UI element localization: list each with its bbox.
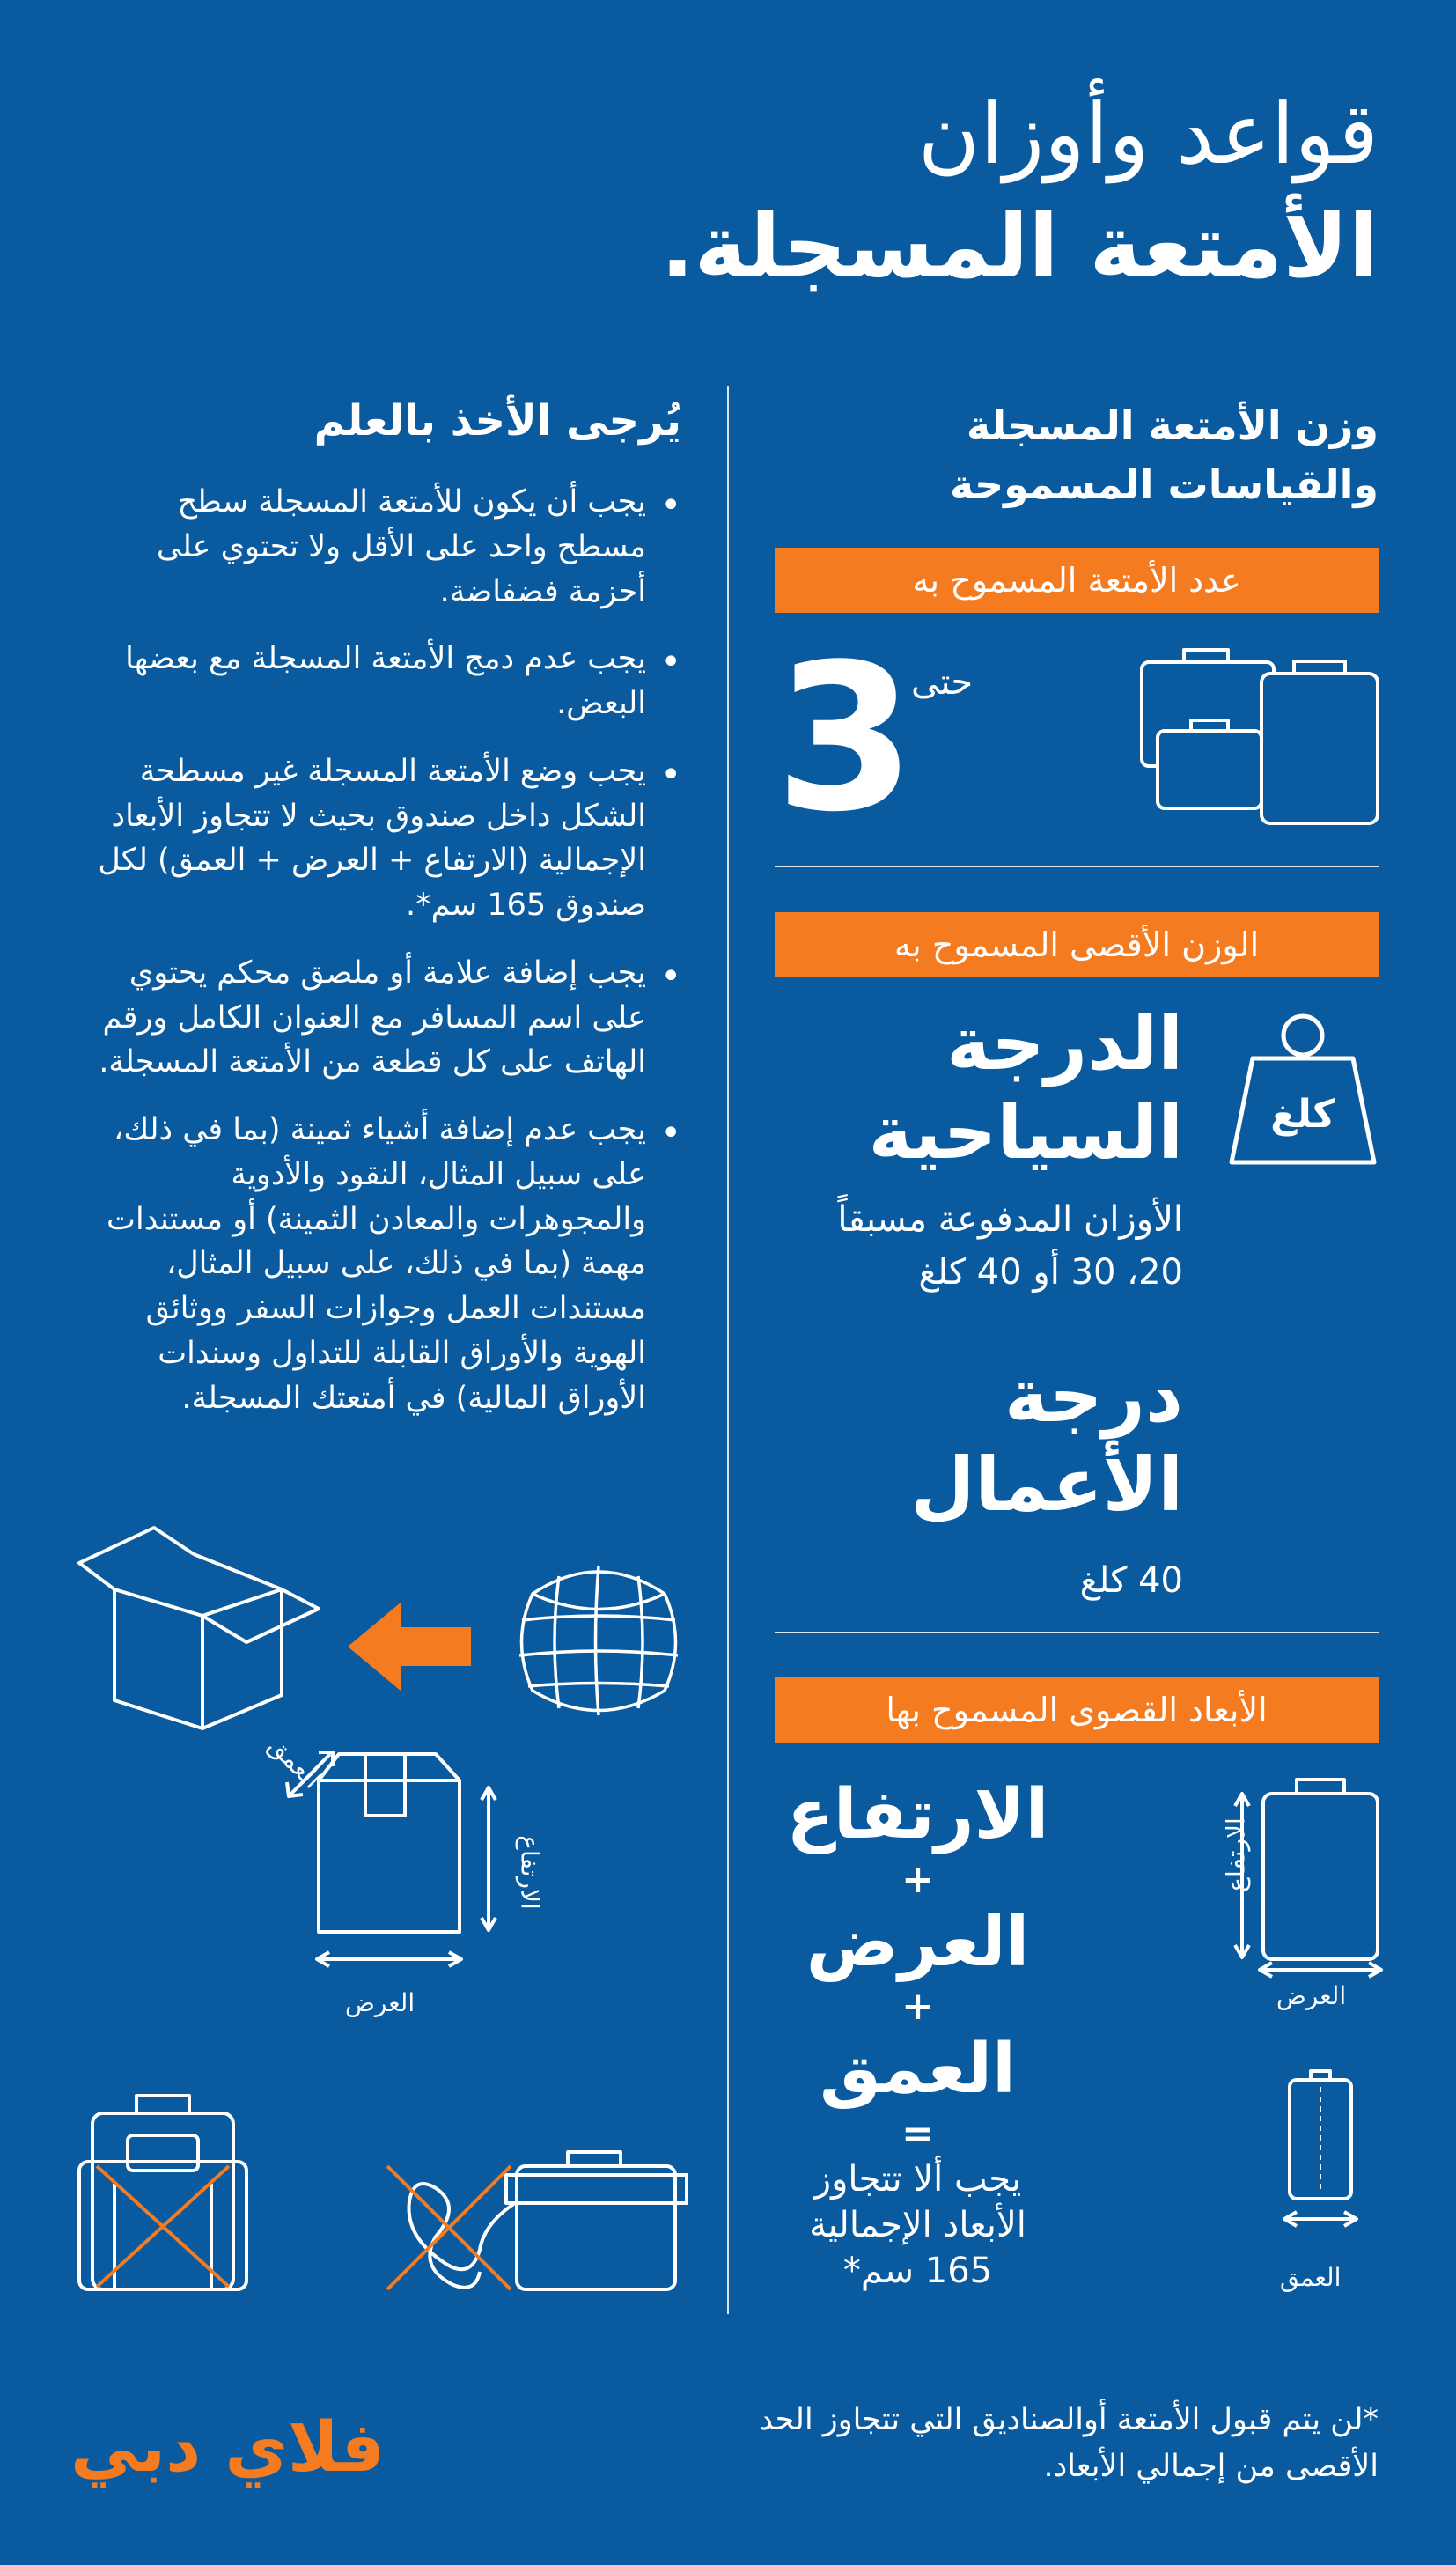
- max-dimensions-band: الأبعاد القصوى المسموح بها: [775, 1677, 1379, 1743]
- dim-result: [766, 2156, 1070, 2294]
- notice-item: • يجب وضع الأمتعة المسجلة غير مسطحة الشكل داخل صندوق بحيث لا تتجاوز الأبعاد الإجمالية (الارتفاع + العرض + العمق) لكل صندوق 165 سم*.: [83, 749, 681, 928]
- business-desc: 40 كلغ: [1079, 1560, 1183, 1601]
- dim-height: الارتفاع: [786, 1775, 1049, 1854]
- box-depth-label: العمق: [262, 1730, 327, 1795]
- dim-result-line-2: الأبعاد الإجمالية: [809, 2204, 1026, 2245]
- section-title-line-1: وزن الأمتعة المسجلة: [966, 402, 1379, 449]
- dim-depth: العمق: [820, 2030, 1016, 2110]
- business-block: [690, 1352, 1183, 1529]
- dim-plus-2: +: [901, 1984, 934, 2030]
- netted-bundle-icon: [515, 1559, 682, 1717]
- open-box-icon: [79, 1528, 326, 1730]
- suitcase-depth-label: العمق: [1280, 2263, 1342, 2292]
- box-height-label: الارتفاع: [515, 1835, 545, 1910]
- business-class-line-2: الأعمال: [910, 1441, 1183, 1528]
- arrow-left-icon: [348, 1603, 471, 1691]
- economy-desc: [690, 1193, 1183, 1299]
- economy-desc-line-1: الأوزان المدفوعة مسبقاً: [837, 1199, 1183, 1240]
- luggage-pieces-icon: [1140, 643, 1382, 828]
- notice-item: • يجب عدم دمج الأمتعة المسجلة مع بعضها البعض.: [83, 637, 681, 726]
- notice-title: يُرجى الأخذ بالعلم: [313, 396, 681, 446]
- economy-block: [690, 999, 1183, 1177]
- dim-result-line-3: 165 سم*: [842, 2250, 993, 2291]
- notice-list: [83, 480, 681, 1443]
- allowed-count-number: 3: [775, 622, 916, 857]
- footnote: *لن يتم قبول الأمتعة أوالصناديق التي تتجاوز الحد الأقصى من إجمالي الأبعاد.: [759, 2402, 1379, 2484]
- page-title-line-1: قواعد وأوزان: [917, 85, 1379, 183]
- suitcase-height-label: الارتفاع: [1221, 1817, 1251, 1892]
- section-divider-2: [775, 1632, 1379, 1633]
- dim-result-line-1: يجب ألا تتجاوز: [813, 2158, 1022, 2200]
- notice-item: • يجب عدم إضافة أشياء ثمينة (بما في ذلك، على سبيل المثال، النقود والأدوية والمجوهرات والمعادن الثمينة) أو مستندات مهمة (بما في ذلك، على سبيل المثال، مستندات العمل وجوازات السفر ووثائق الهوية والأوراق القابلة للتداول وسندات الأوراق المالية) في أمتعتك المسجلة.: [83, 1108, 681, 1420]
- weight-icon-label: كلغ: [1270, 1092, 1335, 1137]
- section-title-line-2: والقياسات المسموحة: [950, 460, 1379, 508]
- economy-desc-line-2: 20، 30 أو 40 كلغ: [918, 1252, 1183, 1293]
- allowed-count-prefix: حتى: [911, 662, 974, 703]
- column-divider: [727, 386, 729, 2314]
- weight-icon: [1228, 1013, 1378, 1167]
- economy-class-line-1: الدرجة: [946, 1000, 1183, 1087]
- brand-logo: فلاي دبي: [70, 2408, 386, 2488]
- dimensions-formula: [766, 1774, 1070, 2294]
- economy-class-line-2: السياحية: [868, 1088, 1183, 1176]
- notice-item: • يجب أن يكون للأمتعة المسجلة سطح مسطح واحد على الأقل ولا تحتوي على أحزمة فضفاضة.: [83, 480, 681, 614]
- suitcase-side-icon: [1281, 2069, 1360, 2237]
- section-divider-1: [775, 866, 1379, 867]
- notice-item: • يجب إضافة علامة أو ملصق محكم يحتوي على اسم المسافر مع العنوان الكامل ورقم الهاتف على كل قطعة من الأمتعة المسجلة.: [83, 951, 681, 1085]
- box-width-label: العرض: [345, 1988, 415, 2017]
- dim-width: العرض: [805, 1902, 1030, 1982]
- loose-strap-prohibited-icon: [383, 2140, 682, 2298]
- dim-equals: =: [901, 2111, 934, 2156]
- dim-plus-1: +: [901, 1856, 934, 1902]
- business-class-line-1: درجة: [1004, 1353, 1183, 1439]
- max-weight-band: الوزن الأقصى المسموح به: [775, 912, 1379, 977]
- combined-luggage-prohibited-icon: [75, 2082, 251, 2294]
- suitcase-front-icon: [1228, 1774, 1386, 1977]
- page-title-line-2: الأمتعة المسجلة.: [660, 195, 1379, 298]
- allowed-count-band: عدد الأمتعة المسموح به: [775, 548, 1379, 613]
- section-title: [771, 396, 1379, 513]
- suitcase-width-label: العرض: [1276, 1981, 1347, 2010]
